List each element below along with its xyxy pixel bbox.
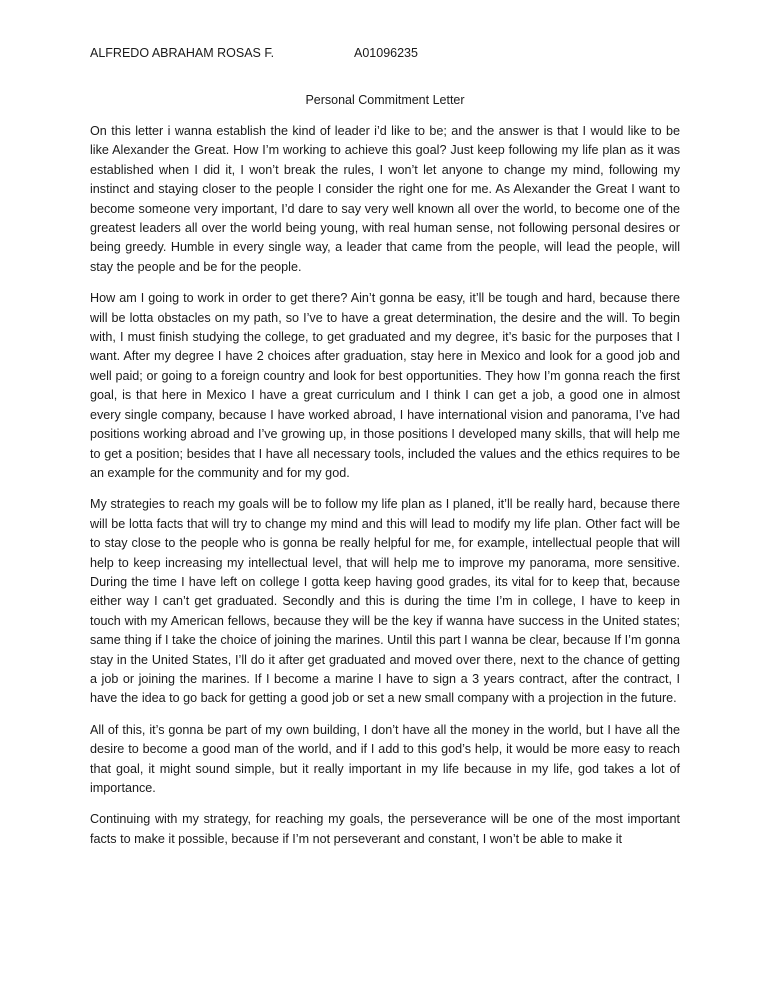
paragraph: Continuing with my strategy, for reaching my goals, the perseverance will be one of the most important facts to make it possible, because if I’m not perseverant and constant, I won’t be able to make it [90,812,680,846]
paragraph: My strategies to reach my goals will be to follow my life plan as I planed, it’ll be really hard, because there will be lotta facts that will try to change my mind and this will lead to modify my life plan. Other fact will be to stay close to the people who is gonna be really helpful for me, for example, intellectual people that will help to keep increasing my intellectual level, that will help me to improve my panorama, more sensitive. During the time I have left on college I gotta keep having good grades, its vital for to keep that, because either way I can’t get graduated. Secondly and this is during the time I’m in college, I have to keep in touch with my American fellows, because they will be the key if wanna have success in the United states; same thing if I take the choice of joining the marines. Until this part I wanna be clear, because If I’m gonna stay in the United States, I’ll do it after get graduated and moved over there, next to the chance of getting a job or joining the marines. If I become a marine I have to sign a 3 years contract, after the contract, I have the idea to go back for getting a good job or set a new small company with a projection in the future. [90,497,680,706]
author-name: ALFREDO ABRAHAM ROSAS F. [90,46,275,60]
paragraph: How am I going to work in order to get there? Ain’t gonna be easy, it’ll be tough and hard, because there will be lotta obstacles on my path, so I’ve to have a great determination, the desire and the will. To begin with, I must finish studying the college, to get graduated and my degree, it’s basic for the purposes that I want. After my degree I have 2 choices after graduation, stay here in Mexico and look for a good job and well paid; or going to a foreign country and look for best opportunities. They how I’m gonna reach the first goal, is that here in Mexico I have a great curriculum and I think I can get a job, a good one in almost every single company, because I have worked abroad, I have international vision and panorama, I’ve had positions working abroad and I’ve growing up, in those positions I developed many skills, that will help me to get a position; besides that I have all necessary tools, included the values and the ethics requires to be an example for the community and for my god. [90,291,680,480]
paragraph: On this letter i wanna establish the kind of leader i’d like to be; and the answer is that I would like to be like Alexander the Great. How I’m working to achieve this goal? Just keep following my life plan as it was established when I did it, I won’t break the rules, I won’t let anyone to change my mind, following my instinct and staying closer to the people I consider the right one for me. As Alexander the Great I want to become someone very important, I’d dare to say very well known all over the world, to become one of the greatest leaders all over the world being young, with real human sense, not following personal desires or being greedy. Humble in every single way, a leader that came from the people, will lead the people, will stay the people and be for the people. [90,124,680,274]
letter-body [90,122,680,849]
student-id: A01096235 [354,46,418,60]
document-title: Personal Commitment Letter [305,93,465,107]
paragraph: All of this, it’s gonna be part of my own building, I don’t have all the money in the world, but I have all the desire to become a good man of the world, and if I add to this god’s help, it would be more easy to reach that goal, it might sound simple, but it really important in my life because in my life, god takes a lot of importance. [90,722,680,795]
